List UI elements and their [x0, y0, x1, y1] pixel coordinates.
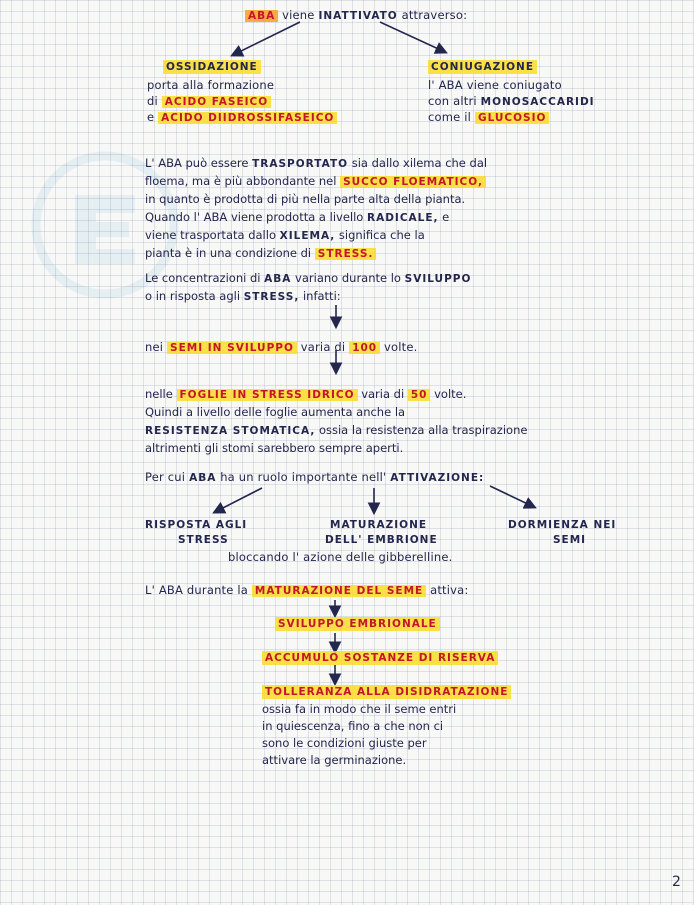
seeds-mid: varia di [300, 340, 346, 354]
transport-line-2 [145, 172, 487, 190]
aba-kw-3: ABA [189, 472, 217, 484]
radicale: RADICALE, [366, 212, 439, 224]
acido-diidrossifaseico: ACIDO DIIDROSSIFASEICO [158, 112, 337, 124]
arrow-to-ossidazione [233, 22, 300, 55]
step-sviluppo-embrionale: SVILUPPO EMBRIONALE [275, 617, 440, 631]
title-suffix: attraverso: [401, 8, 468, 22]
coniugazione-line-3 [428, 110, 549, 125]
seeds-value: 100 [349, 342, 380, 354]
transport-line-4-post: e [442, 210, 450, 224]
step-3-line-3: sono le condizioni giuste per [262, 736, 427, 750]
foglie-in-stress-idrico: FOGLIE IN STRESS IDRICO [177, 389, 358, 401]
concentrations-line-1 [145, 269, 471, 287]
concentrations-line-2-post: infatti: [302, 289, 341, 303]
stress-1: STRESS. [315, 248, 377, 260]
ossidazione-line-1: porta alla formazione [147, 78, 275, 92]
arrow-to-role-stress [215, 488, 262, 512]
leaves-line-4: altrimenti gli stomi sarebbero sempre aperti. [145, 441, 404, 455]
maturation-pre: L' ABA durante la [145, 583, 249, 597]
concentrations-line-2 [145, 287, 471, 305]
aba-kw-2: ABA [264, 273, 292, 285]
sviluppo: SVILUPPO [404, 273, 472, 285]
transport-line-1-pre: L' ABA può essere [145, 156, 249, 170]
transport-line-4 [145, 208, 487, 226]
title-line [245, 8, 467, 23]
resistenza-stomatica: RESISTENZA STOMATICA, [145, 425, 316, 437]
succo-floematico: SUCCO FLOEMATICO, [340, 176, 486, 188]
role-dormancy-l1: DORMIENZA NEI [508, 519, 617, 531]
leaves-line-1-post: volte. [434, 387, 467, 401]
ossidazione-line-2 [147, 94, 271, 109]
role-maturation-l2: DELL' EMBRIONE [325, 534, 438, 546]
role-stress-l1: RISPOSTA AGLI [145, 519, 248, 531]
xilema: XILEMA, [279, 230, 336, 242]
step-tolleranza: TOLLERANZA ALLA DISIDRATAZIONE [262, 685, 511, 699]
leaves-value: 50 [408, 389, 431, 401]
seeds-pre: nei [145, 340, 164, 354]
page-number: 2 [672, 874, 681, 890]
role-maturation-l1: MATURAZIONE [330, 519, 428, 531]
step-3-line-2: in quiescenza, fino a che non ci [262, 719, 444, 733]
ossidazione-line-3-pre: e [147, 110, 155, 124]
ossidazione-heading: OSSIDAZIONE [163, 60, 261, 74]
transport-line-4-pre: Quando l' ABA viene prodotta a livello [145, 210, 364, 224]
acido-faseico: ACIDO FASEICO [162, 96, 271, 108]
coniugazione-line-2-pre: con altri [428, 94, 477, 108]
concentrations-paragraph [145, 269, 471, 305]
concentrations-line-1-mid: variano durante lo [295, 271, 401, 285]
concentrations-line-2-pre: o in risposta agli [145, 289, 241, 303]
coniugazione-line-1: l' ABA viene coniugato [428, 78, 562, 92]
step-3-description [262, 701, 456, 769]
transport-line-1-post: sia dallo xilema che dal [351, 156, 488, 170]
transport-line-5 [145, 226, 487, 244]
title-aba: ABA [245, 10, 278, 22]
concentrations-line-1-pre: Le concentrazioni di [145, 271, 261, 285]
leaves-line-2: Quindi a livello delle foglie aumenta anche la [145, 405, 406, 419]
transport-line-5-post: significa che la [338, 228, 425, 242]
seeds-post: volte. [383, 340, 418, 354]
arrow-to-role-dormancy [490, 486, 534, 507]
transport-line-3: in quanto è prodotta di più nella parte alta della pianta. [145, 192, 466, 206]
maturation-line [145, 583, 468, 598]
activation-mid: ha un ruolo importante nell' [220, 470, 387, 484]
leaves-line-3-post: ossia la resistenza alla traspirazione [318, 423, 528, 437]
title-verb: viene [282, 8, 315, 22]
transport-line-6 [145, 244, 487, 262]
leaves-line-1 [145, 385, 527, 403]
trasportato: TRASPORTATO [252, 158, 349, 170]
maturation-post: attiva: [430, 583, 469, 597]
attivazione: ATTIVAZIONE: [390, 472, 485, 484]
transport-paragraph [145, 154, 487, 262]
leaves-line-1-mid: varia di [361, 387, 405, 401]
leaves-line-1-pre: nelle [145, 387, 173, 401]
semi-in-sviluppo: SEMI IN SVILUPPO [167, 342, 297, 354]
seeds-line [145, 340, 417, 355]
monosaccaridi: MONOSACCARIDI [480, 96, 595, 108]
activation-pre: Per cui [145, 470, 186, 484]
step-3-line-1: ossia fa in modo che il seme entri [262, 702, 457, 716]
transport-line-5-pre: viene trasportata dallo [145, 228, 276, 242]
maturazione-del-seme: MATURAZIONE DEL SEME [252, 585, 426, 597]
transport-line-2-pre: floema, ma è più abbondante nel [145, 174, 337, 188]
transport-line-6-pre: pianta è in una condizione di [145, 246, 312, 260]
transport-line-1 [145, 154, 487, 172]
title-keyword: INATTIVATO [318, 10, 398, 22]
coniugazione-heading: CONIUGAZIONE [428, 60, 537, 74]
coniugazione-line-2 [428, 94, 595, 109]
stress-2: STRESS, [243, 291, 300, 303]
leaves-line-3 [145, 421, 527, 439]
step-3-line-4: attivare la germinazione. [262, 753, 407, 767]
activation-line [145, 470, 484, 485]
arrow-to-coniugazione [380, 22, 445, 52]
role-dormancy-l2: SEMI [553, 534, 587, 546]
role-note: bloccando l' azione delle gibberelline. [228, 550, 453, 564]
step-accumulo-sostanze: ACCUMULO SOSTANZE DI RISERVA [262, 651, 498, 665]
ossidazione-line-2-pre: di [147, 94, 158, 108]
role-stress-l2: STRESS [178, 534, 229, 546]
glucosio: GLUCOSIO [475, 112, 550, 124]
coniugazione-line-3-pre: come il [428, 110, 472, 124]
ossidazione-line-3 [147, 110, 337, 125]
leaves-paragraph [145, 385, 527, 457]
